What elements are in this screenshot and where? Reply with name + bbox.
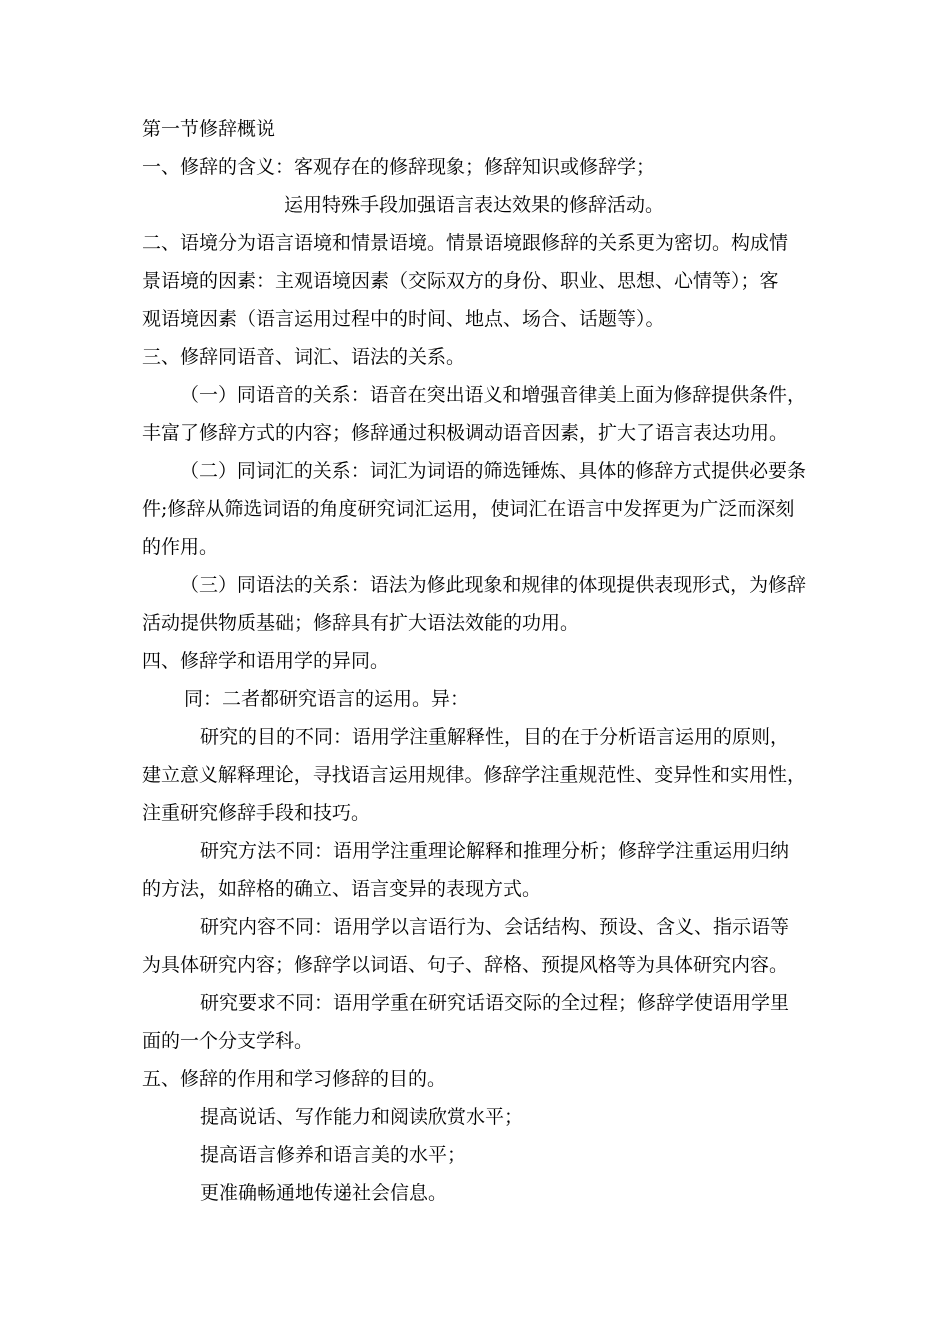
s4-d4-line-2: 面的一个分支学科。 [142,1030,314,1052]
s4-heading: 四、修辞学和语用学的异同。 [142,650,390,672]
s3-p1-line-1: （一）同语音的关系：语音在突出语义和增强音律美上面为修辞提供条件， [180,384,807,406]
s5-item-2: 提高语言修养和语言美的水平； [200,1144,467,1166]
s4-d1-line-3: 注重研究修辞手段和技巧。 [142,802,371,824]
s4-d4-line-1: 研究要求不同：语用学重在研究话语交际的全过程；修辞学使语用学里 [200,992,790,1014]
s2-line-3: 观语境因素（语言运用过程中的时间、地点、场合、话题等）。 [142,308,665,330]
s3-p3-line-1: （三）同语法的关系：语法为修此现象和规律的体现提供表现形式，为修辞 [180,574,807,596]
s5-heading: 五、修辞的作用和学习修辞的目的。 [142,1068,447,1090]
s3-p1-line-2: 丰富了修辞方式的内容；修辞通过积极调动语音因素，扩大了语言表达功用。 [142,422,789,444]
s4-d2-line-2: 的方法，如辞格的确立、语言变异的表现方式。 [142,878,542,900]
s5-item-3: 更准确畅通地传递社会信息。 [200,1182,448,1204]
s2-line-1: 二、语境分为语言语境和情景语境。情景语境跟修辞的关系更为密切。构成情 [142,232,789,254]
s3-p2-line-3: 的作用。 [142,536,219,558]
s1-line-1: 一、修辞的含义：客观存在的修辞现象；修辞知识或修辞学； [142,156,656,178]
s3-heading: 三、修辞同语音、词汇、语法的关系。 [142,346,466,368]
s5-item-1: 提高说话、写作能力和阅读欣赏水平； [200,1106,524,1128]
s3-p2-line-1: （二）同词汇的关系：词汇为词语的筛选锤炼、具体的修辞方式提供必要条 [180,460,807,482]
s4-d3-line-2: 为具体研究内容；修辞学以词语、句子、辞格、预提风格等为具体研究内容。 [142,954,789,976]
s4-same-line: 同：二者都研究语言的运用。异： [184,688,470,710]
s4-d3-line-1: 研究内容不同：语用学以言语行为、会话结构、预设、含义、指示语等 [200,916,790,938]
s2-line-2: 景语境的因素：主观语境因素（交际双方的身份、职业、思想、心情等）；客 [142,270,779,292]
s4-d2-line-1: 研究方法不同：语用学注重理论解释和推理分析；修辞学注重运用归纳 [200,840,790,862]
s4-d1-line-2: 建立意义解释理论，寻找语言运用规律。修辞学注重规范性、变异性和实用性， [142,764,807,786]
s1-line-2: 运用特殊手段加强语言表达效果的修辞活动。 [284,194,665,216]
s3-p3-line-2: 活动提供物质基础；修辞具有扩大语法效能的功用。 [142,612,580,634]
section-title: 第一节修辞概说 [142,118,276,140]
s3-p2-line-2: 件;修辞从筛选词语的角度研究词汇运用，使词汇在语言中发挥更为广泛而深刻 [142,498,795,520]
s4-d1-line-1: 研究的目的不同：语用学注重解释性，目的在于分析语言运用的原则， [200,726,790,748]
